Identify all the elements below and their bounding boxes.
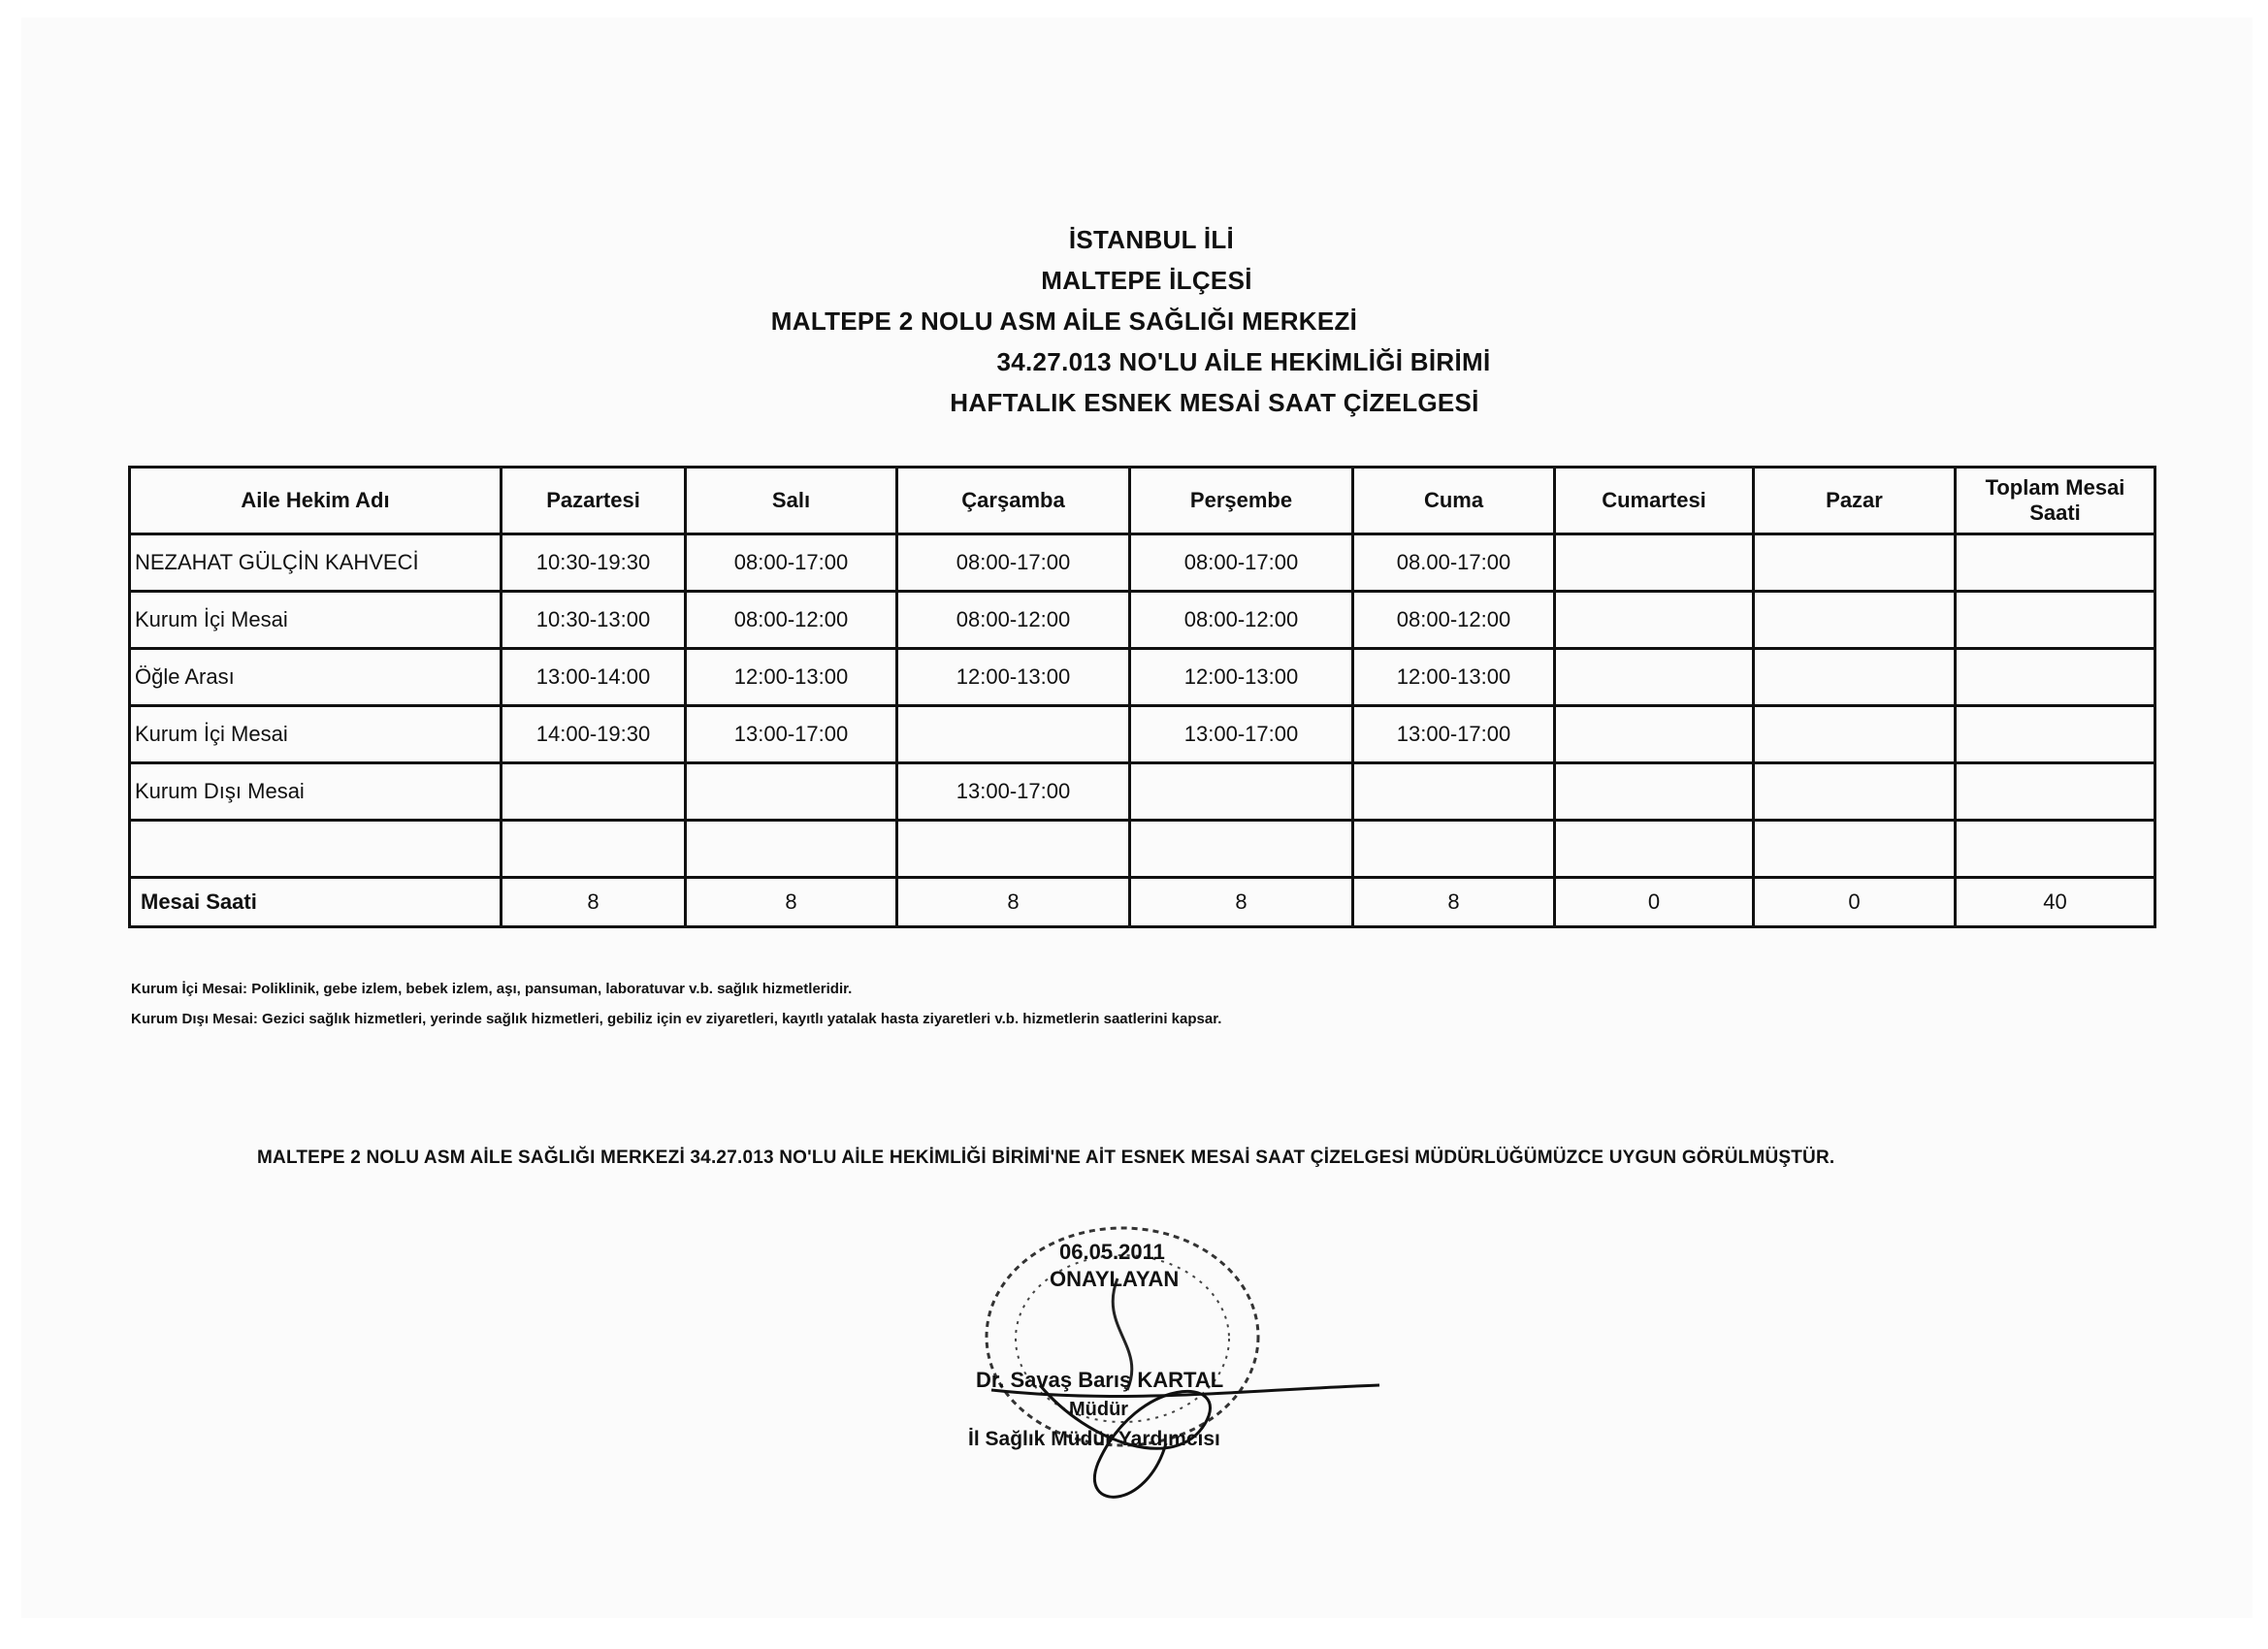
table-cell: 08:00-12:00 [686, 592, 897, 649]
table-cell [1130, 821, 1353, 878]
column-header: Salı [686, 468, 897, 534]
table-cell [897, 821, 1130, 878]
table-cell [502, 763, 686, 821]
table-cell: 08:00-17:00 [686, 534, 897, 592]
column-header: Aile Hekim Adı [130, 468, 502, 534]
table-cell: 12:00-13:00 [1353, 649, 1555, 706]
stamp-date: 06.05.2011 [1059, 1240, 1165, 1264]
column-header: Çarşamba [897, 468, 1130, 534]
signer-title: İl Sağlık Müdür Yardımcısı [968, 1428, 1220, 1450]
table-cell [1956, 821, 2155, 878]
table-cell: 10:30-19:30 [502, 534, 686, 592]
table-cell [686, 763, 897, 821]
table-cell [897, 706, 1130, 763]
table-cell [1754, 821, 1956, 878]
table-cell [1754, 534, 1956, 592]
table-cell [130, 821, 502, 878]
table-cell [1130, 763, 1353, 821]
table-cell [1555, 821, 1754, 878]
footnote-label: Kurum İçi Mesai: [131, 981, 248, 997]
table-cell: 08.00-17:00 [1353, 534, 1555, 592]
table-cell [1956, 763, 2155, 821]
total-cell: 8 [686, 878, 897, 927]
table-row [130, 649, 2155, 706]
total-label: Mesai Saati [130, 878, 502, 927]
table-cell: Kurum Dışı Mesai [130, 763, 502, 821]
table-cell: Kurum İçi Mesai [130, 592, 502, 649]
table-cell: 14:00-19:30 [502, 706, 686, 763]
table-cell: Öğle Arası [130, 649, 502, 706]
approval-stamp [953, 1220, 1399, 1531]
table-cell: Kurum İçi Mesai [130, 706, 502, 763]
table-row [130, 592, 2155, 649]
document-page [21, 17, 2252, 1618]
total-cell: 0 [1754, 878, 1956, 927]
table-cell [1754, 592, 1956, 649]
document-header [21, 219, 2252, 423]
footnote-text: Poliklinik, gebe izlem, bebek izlem, aşı, pansuman, laboratuvar v.b. sağlık hizmetleridir. [247, 981, 853, 997]
column-header: Cumartesi [1555, 468, 1754, 534]
header-district: MALTEPE İLÇESİ [1041, 266, 1252, 295]
table-cell: 13:00-14:00 [502, 649, 686, 706]
approval-statement: MALTEPE 2 NOLU ASM AİLE SAĞLIĞI MERKEZİ 34.27.013 NO'LU AİLE HEKİMLİĞİ BİRİMİ'NE AİT ESNEK MESAİ SAAT ÇİZELGESİ MÜDÜRLÜĞÜMÜZCE UYGUN GÖRÜLMÜŞTÜR. [257, 1148, 1835, 1168]
table-cell [1353, 821, 1555, 878]
table-cell [1956, 534, 2155, 592]
table-cell [1754, 706, 1956, 763]
table-cell [686, 821, 897, 878]
table-cell: 08:00-17:00 [897, 534, 1130, 592]
table-cell [1555, 706, 1754, 763]
table-cell [1956, 706, 2155, 763]
table-cell: 13:00-17:00 [1353, 706, 1555, 763]
header-province: İSTANBUL İLİ [1068, 225, 1235, 254]
footnote-label: Kurum Dışı Mesai: [131, 1011, 258, 1027]
total-cell: 8 [1353, 878, 1555, 927]
table-cell: 13:00-17:00 [1130, 706, 1353, 763]
header-unit: 34.27.013 NO'LU AİLE HEKİMLİĞİ BİRİMİ [996, 347, 1491, 376]
table-cell: 10:30-13:00 [502, 592, 686, 649]
table-cell: 12:00-13:00 [897, 649, 1130, 706]
table-cell [1555, 534, 1754, 592]
footnotes [131, 974, 1221, 1034]
stamp-status: ONAYLAYAN [1050, 1267, 1180, 1291]
header-center: MALTEPE 2 NOLU ASM AİLE SAĞLIĞI MERKEZİ [770, 307, 1358, 336]
table-row [130, 706, 2155, 763]
table-cell [1555, 763, 1754, 821]
table-cell: 08:00-12:00 [897, 592, 1130, 649]
table-cell: 13:00-17:00 [686, 706, 897, 763]
total-cell: 8 [1130, 878, 1353, 927]
footnote-text: Gezici sağlık hizmetleri, yerinde sağlık hizmetleri, gebiliz için ev ziyaretleri, kayıtlı yatalak hasta ziyaretleri v.b. hizmetlerin saatlerini kapsar. [257, 1011, 1222, 1027]
footnote-internal [131, 974, 1221, 1004]
table-cell: 08:00-12:00 [1130, 592, 1353, 649]
total-row [130, 878, 2155, 927]
column-header: Perşembe [1130, 468, 1353, 534]
header-title: HAFTALIK ESNEK MESAİ SAAT ÇİZELGESİ [950, 388, 1479, 417]
signer-role: Müdür [1069, 1399, 1129, 1420]
total-cell: 40 [1956, 878, 2155, 927]
table-cell [1754, 763, 1956, 821]
table-row [130, 821, 2155, 878]
table-cell [1956, 592, 2155, 649]
signer-name: Dr. Savaş Barış KARTAL [976, 1368, 1224, 1392]
total-cell: 0 [1555, 878, 1754, 927]
column-header: Pazartesi [502, 468, 686, 534]
table-cell: 13:00-17:00 [897, 763, 1130, 821]
table-cell: NEZAHAT GÜLÇİN KAHVECİ [130, 534, 502, 592]
table-cell [502, 821, 686, 878]
schedule-table [128, 466, 2156, 928]
table-row [130, 534, 2155, 592]
table-header-row [130, 468, 2155, 534]
footnote-external [131, 1004, 1221, 1034]
table-cell: 08:00-12:00 [1353, 592, 1555, 649]
total-cell: 8 [897, 878, 1130, 927]
table-cell [1353, 763, 1555, 821]
column-header: Toplam Mesai Saati [1956, 468, 2155, 534]
table-cell: 12:00-13:00 [1130, 649, 1353, 706]
table-cell: 12:00-13:00 [686, 649, 897, 706]
table-cell [1754, 649, 1956, 706]
table-cell: 08:00-17:00 [1130, 534, 1353, 592]
column-header: Pazar [1754, 468, 1956, 534]
total-cell: 8 [502, 878, 686, 927]
table-cell [1555, 592, 1754, 649]
table-cell [1956, 649, 2155, 706]
column-header: Cuma [1353, 468, 1555, 534]
table-cell [1555, 649, 1754, 706]
table-row [130, 763, 2155, 821]
